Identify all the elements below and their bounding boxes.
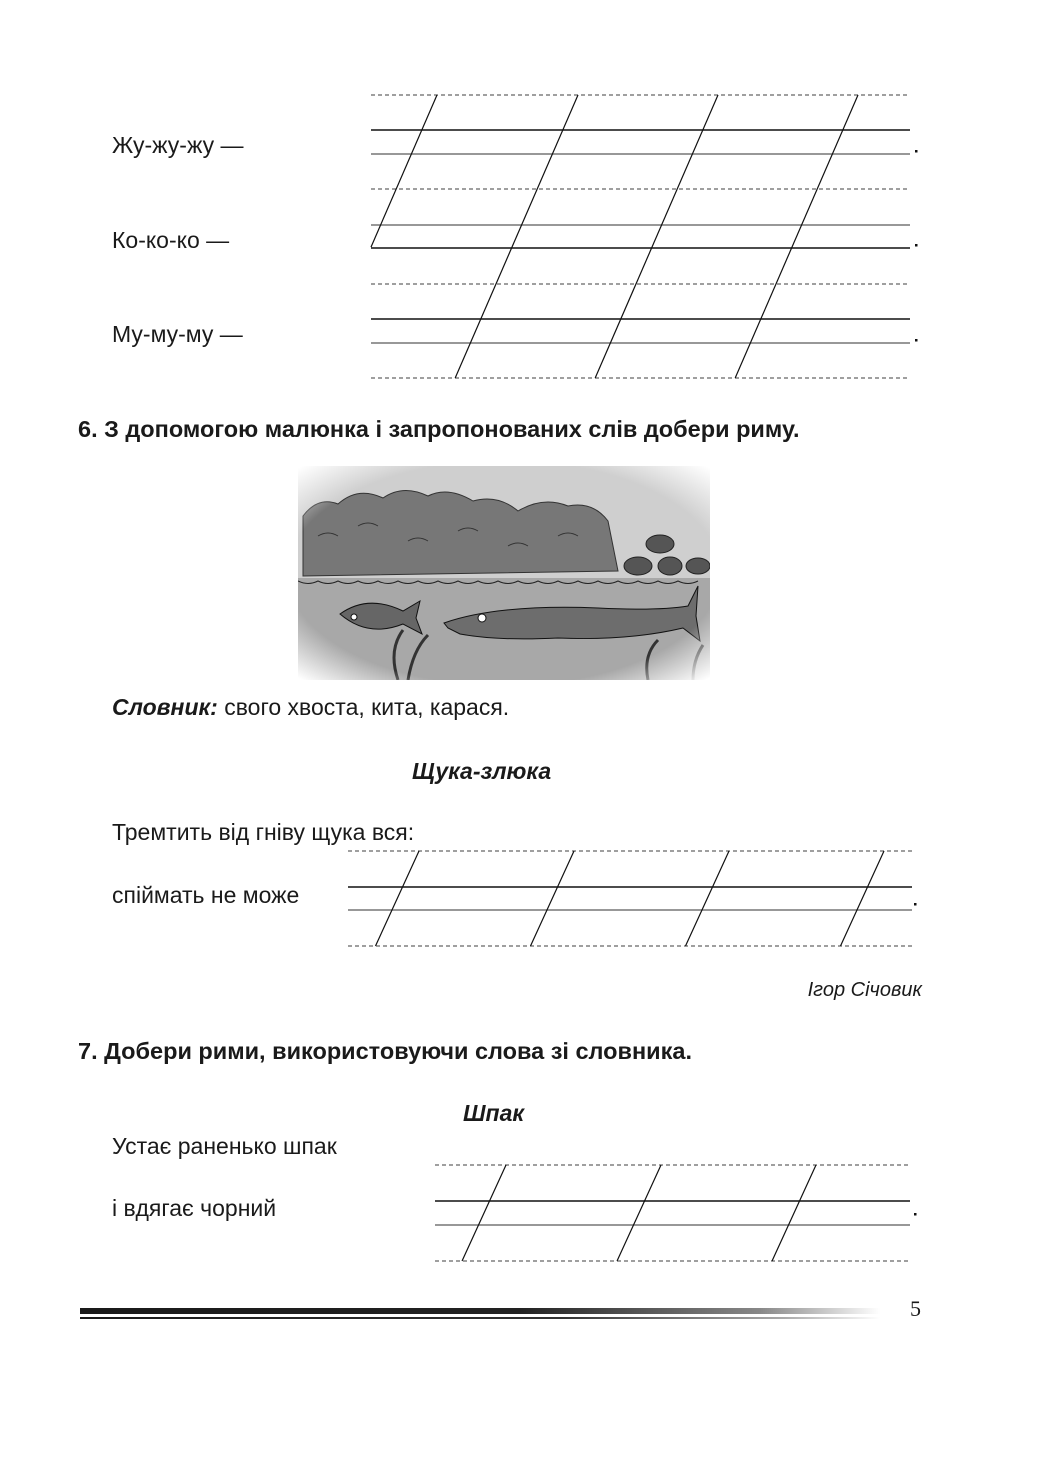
slant-line [595,95,718,378]
footer-rule-thin [80,1317,880,1319]
slant-line [530,851,574,946]
slant-line [455,95,578,378]
rhyme-prompt-2: Ко-ко-ко — [112,227,230,253]
period-mark [915,339,918,342]
period-mark [915,150,918,153]
dictionary-words: свого хвоста, кита, карася. [224,694,510,720]
page-number: 5 [910,1296,921,1321]
slant-line [735,95,858,378]
rhyme-prompt-1: Жу-жу-жу — [112,132,244,158]
period-mark [915,244,918,247]
poem-line-shpak-1: Устає раненько шпак [112,1133,337,1159]
slant-line [840,851,884,946]
period-mark [914,1213,917,1216]
rhyme-prompt-3: Му-му-му — [112,321,243,347]
poem-author: Ігор Січовик [807,979,922,1001]
exercise-6-heading: 6. З допомогою малюнка і запропонованих слів добери риму. [78,416,800,442]
poem-line-1: Тремтить від гніву щука вся: [112,819,415,845]
slant-line [772,1165,816,1261]
slant-line [617,1165,661,1261]
poem-line-2: спіймать не може [112,882,300,908]
slant-line [685,851,729,946]
footer-rule [80,1308,880,1314]
dictionary-label: Словник: [112,694,218,720]
poem-line-shpak-2: і вдягає чорний [112,1195,277,1221]
slant-line [462,1165,506,1261]
slant-line [375,851,419,946]
poem-title-shpak: Шпак [463,1100,525,1126]
poem-title-shchuka: Щука-злюка [412,758,552,784]
exercise-7-heading: 7. Добери рими, використовуючи слова зі словника. [78,1038,692,1064]
period-mark [914,903,917,906]
